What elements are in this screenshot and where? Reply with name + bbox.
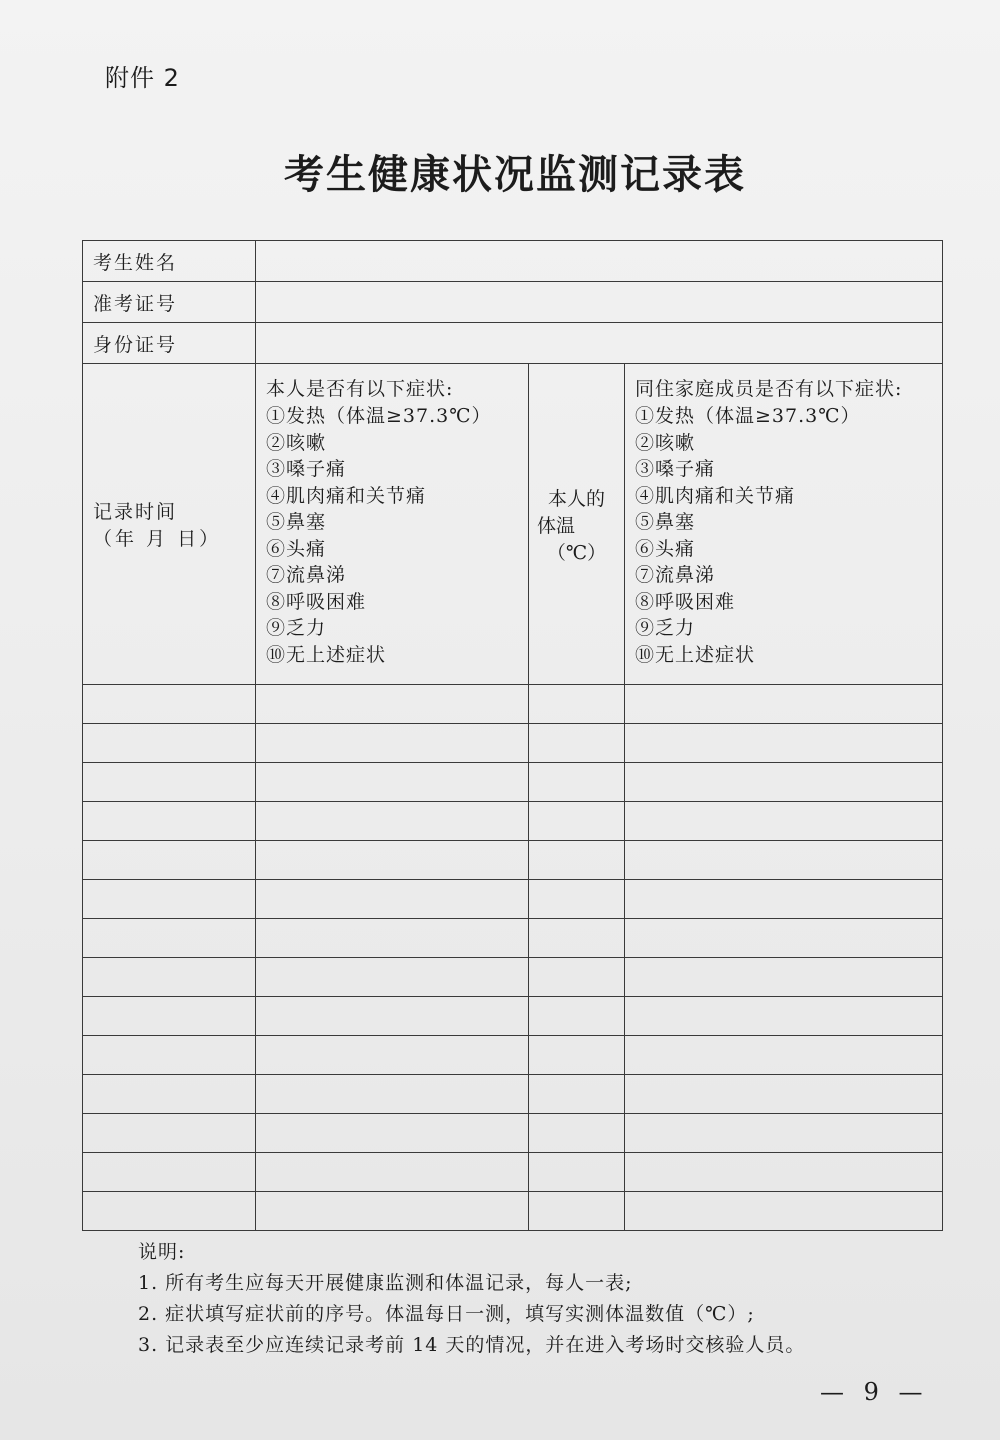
record-row xyxy=(83,685,943,724)
admission-number-label: 准考证号 xyxy=(83,282,256,323)
attachment-label: 附件 2 xyxy=(105,64,180,92)
family-symptoms-header xyxy=(625,364,943,685)
family-symptom-item: ⑧呼吸困难 xyxy=(635,590,736,613)
family-symptom-item: ⑨乏力 xyxy=(635,617,696,639)
record-row xyxy=(83,763,943,802)
temperature-cell[interactable] xyxy=(529,1075,625,1114)
family-symptom-cell[interactable] xyxy=(625,1036,943,1075)
admission-number-row xyxy=(83,282,943,323)
record-row xyxy=(83,1153,943,1192)
self-symptom-cell[interactable] xyxy=(256,958,529,997)
family-symptom-item: ③嗓子痛 xyxy=(635,458,716,480)
family-symptom-item: ①发热（体温≥37.3℃） xyxy=(635,405,861,427)
notes-heading: 说明: xyxy=(138,1241,186,1263)
temperature-cell[interactable] xyxy=(529,1114,625,1153)
temperature-cell[interactable] xyxy=(529,763,625,802)
record-row xyxy=(83,958,943,997)
record-row xyxy=(83,802,943,841)
record-time-format: （年 月 日） xyxy=(93,528,222,550)
self-symptom-cell[interactable] xyxy=(256,1036,529,1075)
self-symptom-item: ⑨乏力 xyxy=(266,617,327,639)
temperature-cell[interactable] xyxy=(529,1036,625,1075)
form-title: 考生健康状况监测记录表 xyxy=(284,152,746,198)
record-date-cell[interactable] xyxy=(83,1114,256,1153)
temperature-cell[interactable] xyxy=(529,997,625,1036)
self-symptom-cell[interactable] xyxy=(256,1192,529,1231)
family-symptom-cell[interactable] xyxy=(625,1153,943,1192)
self-symptom-cell[interactable] xyxy=(256,1153,529,1192)
record-date-cell[interactable] xyxy=(83,997,256,1036)
self-symptom-list xyxy=(266,403,518,668)
family-symptom-cell[interactable] xyxy=(625,841,943,880)
family-symptom-list xyxy=(635,403,932,668)
id-number-row xyxy=(83,323,943,364)
self-symptom-item: ⑧呼吸困难 xyxy=(266,590,367,613)
self-symptom-cell[interactable] xyxy=(256,997,529,1036)
self-symptoms-header xyxy=(256,364,529,685)
id-number-label: 身份证号 xyxy=(83,323,256,364)
family-symptom-cell[interactable] xyxy=(625,724,943,763)
self-symptom-item: ⑩无上述症状 xyxy=(266,643,387,666)
name-label: 考生姓名 xyxy=(83,241,256,282)
self-symptom-cell[interactable] xyxy=(256,763,529,802)
record-date-cell[interactable] xyxy=(83,1192,256,1231)
self-symptom-cell[interactable] xyxy=(256,685,529,724)
self-symptom-item: ⑦流鼻涕 xyxy=(266,564,347,586)
temperature-cell[interactable] xyxy=(529,1192,625,1231)
self-symptom-cell[interactable] xyxy=(256,1114,529,1153)
record-date-cell[interactable] xyxy=(83,880,256,919)
self-symptom-cell[interactable] xyxy=(256,919,529,958)
temperature-label-line1: 本人的 xyxy=(547,487,605,510)
self-symptom-item: ①发热（体温≥37.3℃） xyxy=(266,405,492,427)
symptom-header-row xyxy=(83,364,943,685)
self-symptoms-title: 本人是否有以下症状: xyxy=(266,378,454,400)
id-number-field[interactable] xyxy=(256,323,943,364)
record-row xyxy=(83,997,943,1036)
family-symptom-cell[interactable] xyxy=(625,802,943,841)
self-symptom-item: ③嗓子痛 xyxy=(266,458,347,480)
temperature-cell[interactable] xyxy=(529,1153,625,1192)
record-row xyxy=(83,841,943,880)
temperature-label-line2: 体温 xyxy=(537,514,576,537)
temperature-cell[interactable] xyxy=(529,841,625,880)
family-symptom-cell[interactable] xyxy=(625,763,943,802)
temperature-cell[interactable] xyxy=(529,685,625,724)
temperature-header xyxy=(529,364,625,685)
record-row xyxy=(83,1036,943,1075)
record-date-cell[interactable] xyxy=(83,841,256,880)
family-symptom-item: ⑤鼻塞 xyxy=(635,511,696,533)
self-symptom-item: ④肌肉痛和关节痛 xyxy=(266,484,427,507)
self-symptom-item: ②咳嗽 xyxy=(266,431,327,454)
family-symptom-cell[interactable] xyxy=(625,919,943,958)
record-row xyxy=(83,1114,943,1153)
family-symptom-cell[interactable] xyxy=(625,1075,943,1114)
self-symptom-cell[interactable] xyxy=(256,802,529,841)
temperature-cell[interactable] xyxy=(529,880,625,919)
record-row xyxy=(83,1075,943,1114)
family-symptom-item: ④肌肉痛和关节痛 xyxy=(635,484,796,507)
record-date-cell[interactable] xyxy=(83,724,256,763)
family-symptom-cell[interactable] xyxy=(625,997,943,1036)
record-date-cell[interactable] xyxy=(83,1153,256,1192)
record-time-label: 记录时间 xyxy=(93,501,178,523)
family-symptom-item: ⑥头痛 xyxy=(635,537,696,560)
family-symptoms-title: 同住家庭成员是否有以下症状: xyxy=(635,378,903,400)
temperature-cell[interactable] xyxy=(529,802,625,841)
record-row xyxy=(83,1192,943,1231)
note-item: 3. 记录表至少应连续记录考前 14 天的情况，并在进入考场时交核验人员。 xyxy=(138,1334,806,1356)
family-symptom-cell[interactable] xyxy=(625,1114,943,1153)
admission-number-field[interactable] xyxy=(256,282,943,323)
record-date-cell[interactable] xyxy=(83,763,256,802)
temperature-cell[interactable] xyxy=(529,724,625,763)
self-symptom-item: ⑤鼻塞 xyxy=(266,511,327,533)
record-date-cell[interactable] xyxy=(83,685,256,724)
family-symptom-item: ⑦流鼻涕 xyxy=(635,564,716,586)
notes-section xyxy=(138,1237,805,1361)
family-symptom-item: ②咳嗽 xyxy=(635,431,696,454)
self-symptom-cell[interactable] xyxy=(256,841,529,880)
name-row xyxy=(83,241,943,282)
name-field[interactable] xyxy=(256,241,943,282)
family-symptom-cell[interactable] xyxy=(625,685,943,724)
record-date-cell[interactable] xyxy=(83,958,256,997)
record-date-cell[interactable] xyxy=(83,802,256,841)
note-item: 1. 所有考生应每天开展健康监测和体温记录，每人一表; xyxy=(138,1272,633,1294)
self-symptom-cell[interactable] xyxy=(256,1075,529,1114)
record-row xyxy=(83,724,943,763)
health-monitoring-table xyxy=(82,240,943,1231)
temperature-cell[interactable] xyxy=(529,919,625,958)
family-symptom-cell[interactable] xyxy=(625,1192,943,1231)
family-symptom-cell[interactable] xyxy=(625,958,943,997)
record-time-header xyxy=(83,364,256,685)
self-symptom-item: ⑥头痛 xyxy=(266,537,327,560)
record-row xyxy=(83,880,943,919)
record-row xyxy=(83,919,943,958)
temperature-unit: （℃） xyxy=(546,541,607,564)
family-symptom-cell[interactable] xyxy=(625,880,943,919)
record-date-cell[interactable] xyxy=(83,1036,256,1075)
self-symptom-cell[interactable] xyxy=(256,880,529,919)
record-date-cell[interactable] xyxy=(83,919,256,958)
temperature-cell[interactable] xyxy=(529,958,625,997)
note-item: 2. 症状填写症状前的序号。体温每日一测，填写实测体温数值（℃）; xyxy=(138,1303,755,1325)
self-symptom-cell[interactable] xyxy=(256,724,529,763)
family-symptom-item: ⑩无上述症状 xyxy=(635,643,756,666)
record-date-cell[interactable] xyxy=(83,1075,256,1114)
page-number: — 9 — xyxy=(820,1378,929,1406)
